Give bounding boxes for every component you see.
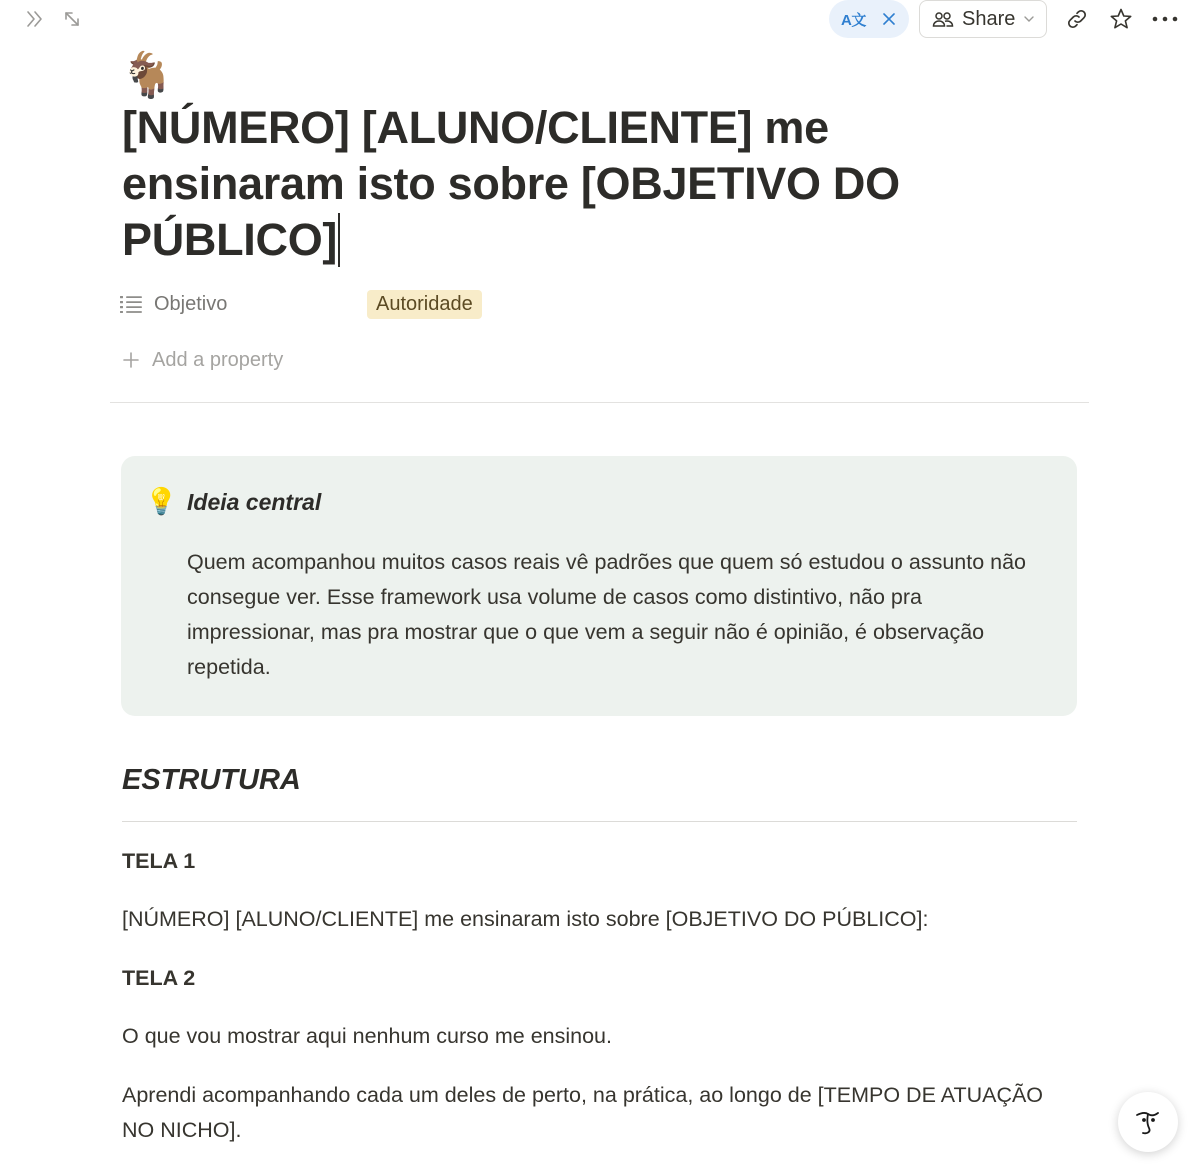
add-property-button[interactable] (122, 342, 283, 378)
translate-icon: A文 (841, 11, 866, 29)
section-divider (122, 821, 1077, 822)
property-name-label: Objetivo (154, 292, 228, 315)
chevron-down-icon (1023, 13, 1035, 25)
tela1-label: TELA 1 (122, 849, 196, 873)
property-row[interactable] (120, 286, 820, 322)
share-button[interactable] (919, 0, 1047, 38)
translate-pill[interactable] (829, 0, 909, 38)
top-bar (0, 0, 1200, 40)
star-icon[interactable] (1106, 4, 1136, 34)
callout-block[interactable] (121, 456, 1077, 716)
text-cursor (338, 213, 340, 267)
callout-body: Quem acompanhou muitos casos reais vê padrões que quem só estudou o assunto não consegue ver. Esse framework usa volume de casos como distintivo, não pra impressionar, mas pra mostrar que o que vem a seguir não é opinião, é observação repetida. (187, 550, 1027, 679)
share-label: Share (962, 7, 1016, 30)
list-icon (120, 295, 142, 313)
tela2-text-2: Aprendi acompanhando cada um deles de perto, na prática, ao longo de [TEMPO DE ATUAÇÃO NO NICHO]. (122, 1083, 1044, 1142)
tela2-label: TELA 2 (122, 966, 196, 990)
tela2-text-1: O que vou mostrar aqui nenhum curso me ensinou. (122, 1024, 612, 1048)
assistant-icon (1131, 1105, 1165, 1139)
tela1-text: [NÚMERO] [ALUNO/CLIENTE] me ensinaram isto sobre [OBJETIVO DO PÚBLICO]: (122, 907, 929, 931)
plus-icon (122, 351, 140, 369)
property-value-tag[interactable]: Autoridade (367, 290, 482, 319)
close-icon[interactable] (882, 12, 896, 26)
assistant-button[interactable] (1118, 1092, 1178, 1152)
more-icon[interactable] (1150, 4, 1180, 34)
sidebar-toggle-icon[interactable] (22, 6, 48, 32)
page-title[interactable]: [NÚMERO] [ALUNO/CLIENTE] me ensinaram isto sobre [OBJETIVO DO PÚBLICO] (122, 102, 900, 265)
callout-title: Ideia central (187, 489, 322, 515)
section-heading: ESTRUTURA (122, 764, 301, 796)
header-divider (110, 402, 1089, 403)
lightbulb-icon[interactable]: 💡 (145, 486, 178, 516)
expand-icon[interactable] (59, 6, 85, 32)
page-emoji-icon[interactable]: 🐐 (120, 51, 175, 100)
people-icon (932, 10, 954, 28)
property-name[interactable] (120, 293, 367, 316)
link-icon[interactable] (1062, 4, 1092, 34)
add-property-label: Add a property (152, 348, 284, 371)
